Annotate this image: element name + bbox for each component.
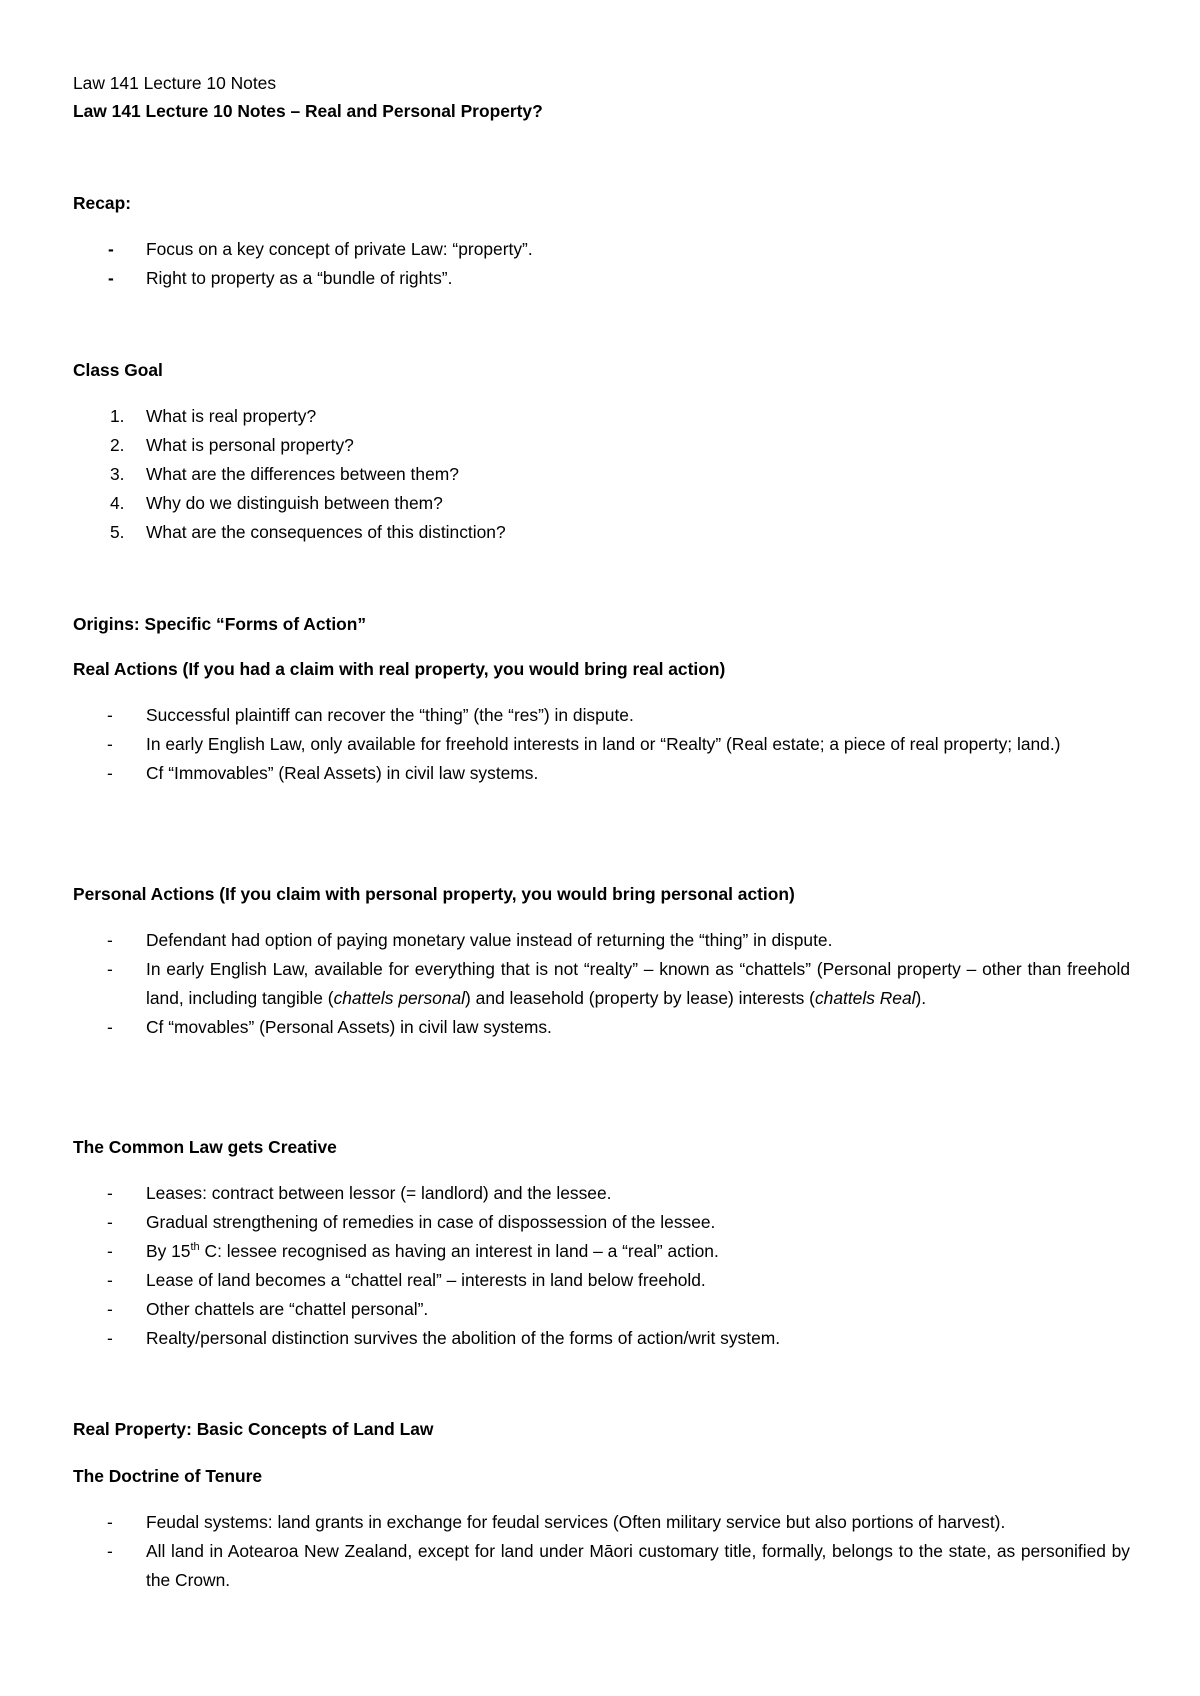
list-item: - Focus on a key concept of private Law: “property”. (0, 235, 1200, 264)
list-bullet: - (107, 930, 113, 950)
list-bullet: - (107, 1017, 113, 1037)
list-item: - Other chattels are “chattel personal”. (0, 1295, 1200, 1324)
list-item: - All land in Aotearoa New Zealand, except for land under Māori customary title, formally, belongs to the state, as personified by the Crown. (0, 1537, 1200, 1595)
list-item: 3. What are the differences between them? (110, 464, 459, 484)
list-item: - Realty/personal distinction survives the abolition of the forms of action/writ system. (0, 1324, 1200, 1353)
list-item: - Cf “movables” (Personal Assets) in civil law systems. (0, 1013, 1200, 1042)
list-bullet: - (107, 1241, 113, 1261)
recap-heading: Recap: (73, 193, 131, 213)
list-item: - Gradual strengthening of remedies in case of dispossession of the lessee. (0, 1208, 1200, 1237)
list-item: - Right to property as a “bundle of rights”. (0, 264, 1200, 293)
recap-list (0, 235, 1200, 293)
list-item: - In early English Law, only available for freehold interests in land or “Realty” (Real estate; a piece of real property; land.) (0, 730, 1200, 759)
list-item: - Feudal systems: land grants in exchange for feudal services (Often military service but also portions of harvest). (0, 1508, 1200, 1537)
list-bullet: - (107, 1212, 113, 1232)
real-actions-heading: Real Actions (If you had a claim with real property, you would bring real action) (73, 659, 726, 679)
list-bullet: - (107, 763, 113, 783)
list-bullet: - (107, 1328, 113, 1348)
doctrine-of-tenure-heading: The Doctrine of Tenure (73, 1466, 263, 1486)
list-item: 5. What are the consequences of this distinction? (110, 522, 506, 542)
list-bullet: - (107, 1299, 113, 1319)
real-actions-list (0, 701, 1200, 788)
personal-actions-list (0, 926, 1200, 1042)
common-law-heading: The Common Law gets Creative (73, 1137, 337, 1157)
list-bullet: - (107, 734, 113, 754)
list-item: 4. Why do we distinguish between them? (110, 493, 443, 513)
list-item: - Leases: contract between lessor (= landlord) and the lessee. (0, 1179, 1200, 1208)
list-bullet: - (107, 1512, 113, 1532)
class-goal-list (0, 402, 1200, 547)
list-bullet: - (107, 1541, 113, 1561)
list-item: - Defendant had option of paying monetary value instead of returning the “thing” in dispute. (0, 926, 1200, 955)
list-item: - Successful plaintiff can recover the “thing” (the “res”) in dispute. (0, 701, 1200, 730)
origins-heading: Origins: Specific “Forms of Action” (73, 614, 367, 634)
list-item: - In early English Law, available for everything that is not “realty” – known as “chattels” (Personal property – other than freehold land, including tangible (chattels personal) and leasehold (property by lease) interests (chattels Real). (0, 955, 1200, 1013)
document-header: Law 141 Lecture 10 Notes (73, 73, 277, 93)
list-bullet: - (107, 1270, 113, 1290)
list-item: - Lease of land becomes a “chattel real” – interests in land below freehold. (0, 1266, 1200, 1295)
personal-actions-heading: Personal Actions (If you claim with personal property, you would bring personal action) (73, 884, 795, 904)
list-bullet: - (108, 239, 114, 259)
real-property-heading: Real Property: Basic Concepts of Land Law (73, 1419, 434, 1439)
list-item: 1. What is real property? (110, 406, 317, 426)
common-law-list (0, 1179, 1200, 1353)
list-bullet: - (107, 705, 113, 725)
doctrine-of-tenure-list (0, 1508, 1200, 1595)
list-bullet: - (107, 1183, 113, 1203)
document-title: Law 141 Lecture 10 Notes – Real and Personal Property? (73, 101, 543, 121)
list-item: 2. What is personal property? (110, 435, 354, 455)
list-bullet: - (107, 959, 113, 979)
class-goal-heading: Class Goal (73, 360, 163, 380)
list-item: - Cf “Immovables” (Real Assets) in civil law systems. (0, 759, 1200, 788)
list-item: - By 15th C: lessee recognised as having an interest in land – a “real” action. (0, 1237, 1200, 1266)
list-bullet: - (108, 268, 114, 288)
